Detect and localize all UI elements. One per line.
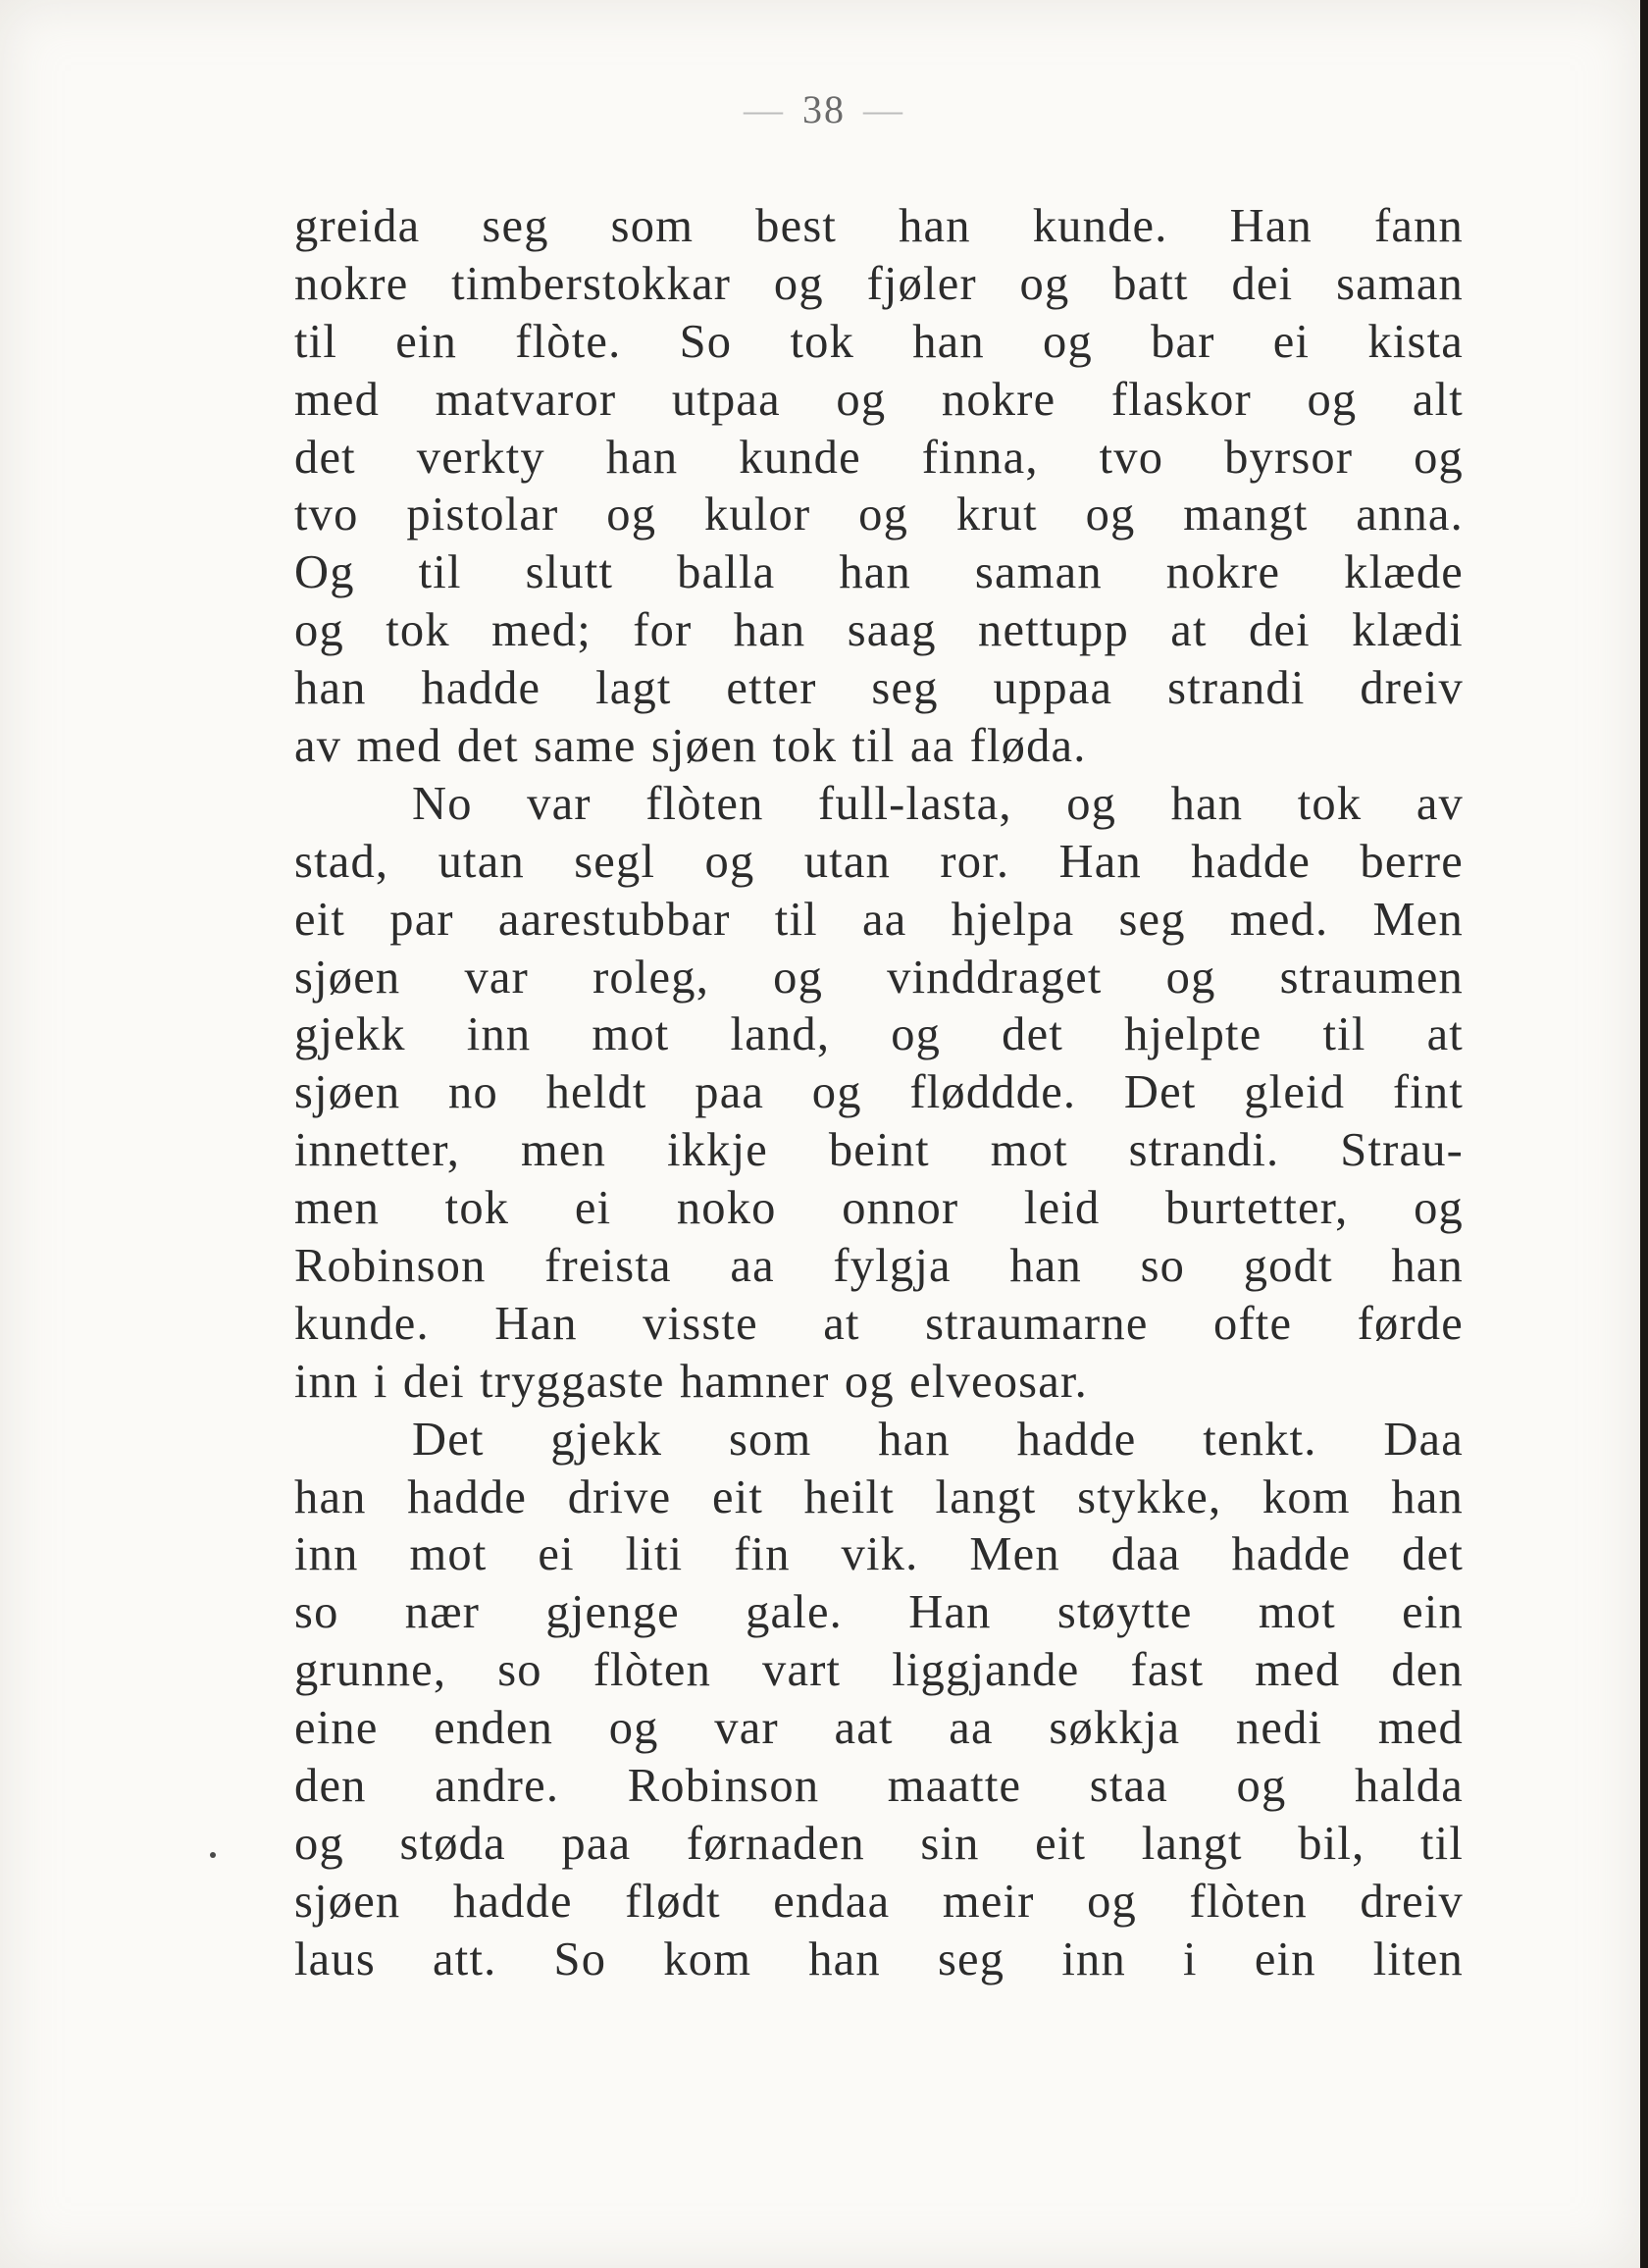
text-line: med matvaror utpaa og nokre flaskor og alt xyxy=(294,373,1464,426)
text-line: Og til slutt balla han saman nokre klæde xyxy=(294,546,1464,599)
text-line: sjøen hadde flødt endaa meir og flòten dreiv xyxy=(294,1875,1464,1928)
text-line: eine enden og var aat aa søkkja nedi med xyxy=(294,1702,1464,1755)
margin-mark xyxy=(210,1852,216,1858)
text-line: den andre. Robinson maatte staa og halda xyxy=(294,1760,1464,1813)
text-line: sjøen no heldt paa og fløddde. Det gleid fint xyxy=(294,1066,1464,1119)
text-line: nokre timberstokkar og fjøler og batt dei saman xyxy=(294,257,1464,310)
text-line: og støda paa førnaden sin eit langt bil, til xyxy=(294,1817,1464,1870)
text-line: men tok ei noko onnor leid burtetter, og xyxy=(294,1182,1464,1235)
page-number: 38 xyxy=(802,87,846,131)
text-line: tvo pistolar og kulor og krut og mangt anna. xyxy=(294,489,1464,541)
text-line: eit par aarestubbar til aa hjelpa seg med. Men xyxy=(294,893,1464,946)
text-line: sjøen var roleg, og vinddraget og straumen xyxy=(294,951,1464,1004)
text-line: og tok med; for han saag nettupp at dei klædi xyxy=(294,604,1464,657)
text-line: han hadde drive eit heilt langt stykke, kom han xyxy=(294,1470,1464,1523)
page-edge xyxy=(1640,0,1648,2268)
page-number-dash-left: — xyxy=(744,87,785,131)
text-line: stad, utan segl og utan ror. Han hadde berre xyxy=(294,835,1464,888)
text-line: til ein flòte. So tok han og bar ei kista xyxy=(294,315,1464,368)
text-line: so nær gjenge gale. Han støytte mot ein xyxy=(294,1586,1464,1639)
text-line: laus att. So kom han seg inn i ein liten xyxy=(294,1933,1464,1985)
text-line: det verkty han kunde finna, tvo byrsor og xyxy=(294,431,1464,484)
page-number-dash-right: — xyxy=(863,87,904,131)
text-line: gjekk inn mot land, og det hjelpte til at xyxy=(294,1008,1464,1061)
text-line: av med det same sjøen tok til aa fløda. xyxy=(294,720,1087,773)
text-line: han hadde lagt etter seg uppaa strandi dreiv xyxy=(294,662,1464,715)
text-line: Det gjekk som han hadde tenkt. Daa xyxy=(412,1413,1464,1466)
text-line: No var flòten full-lasta, og han tok av xyxy=(412,777,1464,830)
page-number-header xyxy=(0,86,1648,132)
body-text xyxy=(294,198,1464,1989)
text-line: kunde. Han visste at straumarne ofte førde xyxy=(294,1297,1464,1350)
text-line: innetter, men ikkje beint mot strandi. Strau- xyxy=(294,1124,1464,1177)
text-line: inn i dei tryggaste hamner og elveosar. xyxy=(294,1355,1088,1408)
text-line: greida seg som best han kunde. Han fann xyxy=(294,200,1464,252)
text-line: Robinson freista aa fylgja han so godt han xyxy=(294,1240,1464,1293)
text-line: inn mot ei liti fin vik. Men daa hadde det xyxy=(294,1528,1464,1581)
text-line: grunne, so flòten vart liggjande fast med den xyxy=(294,1644,1464,1697)
